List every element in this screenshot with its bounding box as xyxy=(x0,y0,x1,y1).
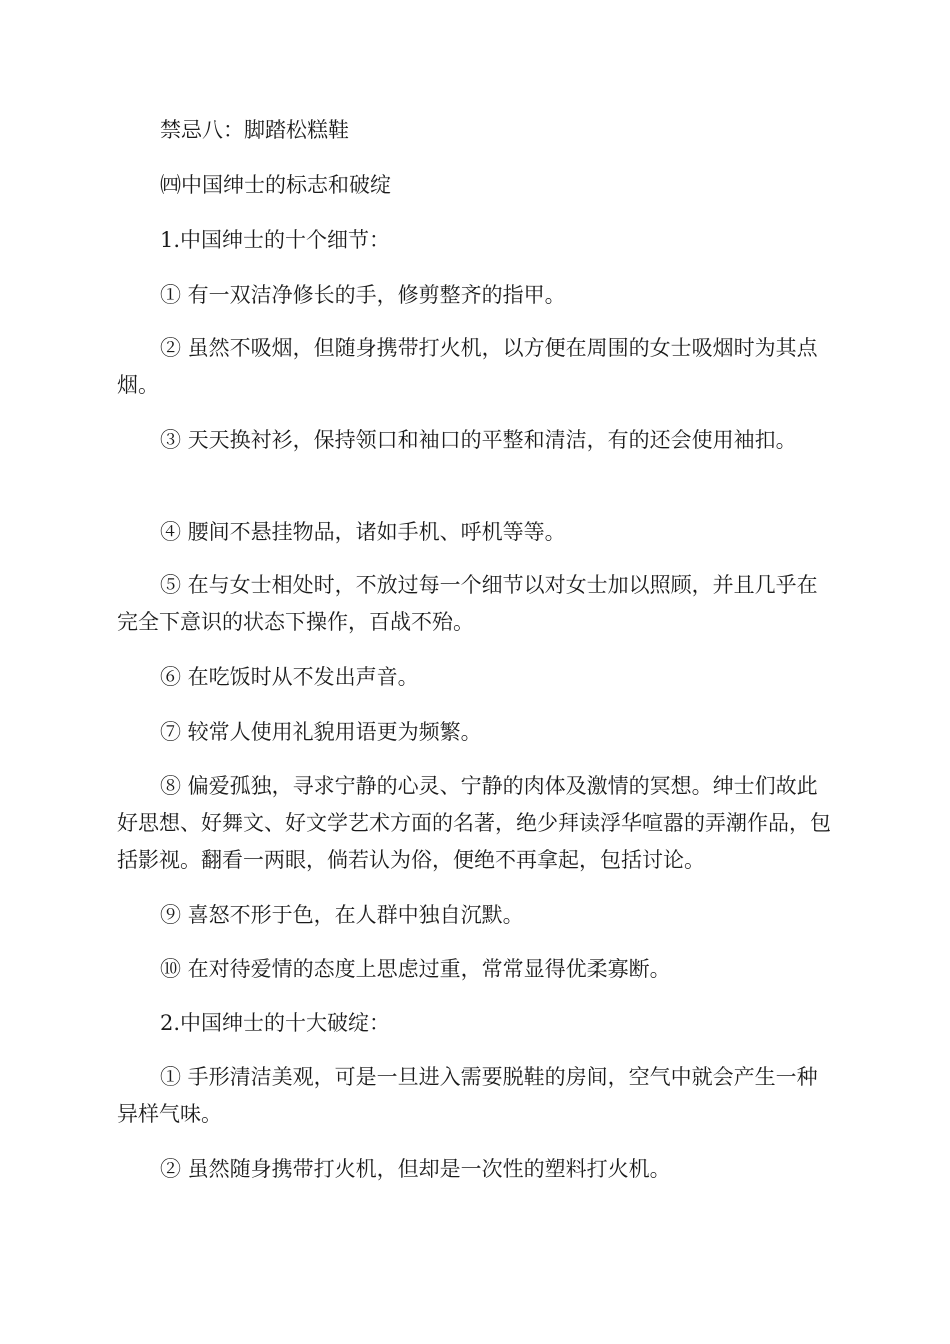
detail-item-6: ⑥ 在吃饭时从不发出声音。 xyxy=(160,665,419,689)
flaw-item-1: ① 手形清洁美观，可是一旦进入需要脱鞋的房间，空气中就会产生一种异样气味。 xyxy=(117,1065,818,1126)
flaw-item-2: ② 虽然随身携带打火机，但却是一次性的塑料打火机。 xyxy=(160,1157,671,1181)
taboo-eight-line: 禁忌八：脚踏松糕鞋 xyxy=(160,118,349,142)
detail-item-8: ⑧ 偏爱孤独，寻求宁静的心灵、宁静的肉体及激情的冥想。绅士们故此好思想、好舞文、好文学艺术方面的名著，绝少拜读浮华喧嚣的弄潮作品，包括影视。翻看一两眼，倘若认为俗，便绝不再拿起，包括讨论。 xyxy=(117,774,831,872)
detail-item-4: ④ 腰间不悬挂物品，诸如手机、呼机等等。 xyxy=(160,520,566,544)
detail-item-3: ③ 天天换衬衫，保持领口和袖口的平整和清洁，有的还会使用袖扣。 xyxy=(160,428,797,452)
detail-item-2: ② 虽然不吸烟，但随身携带打火机，以方便在周围的女士吸烟时为其点烟。 xyxy=(117,336,818,397)
detail-item-1: ① 有一双洁净修长的手，修剪整齐的指甲。 xyxy=(160,283,566,307)
detail-item-9: ⑨ 喜怒不形于色，在人群中独自沉默。 xyxy=(160,903,524,927)
detail-item-7: ⑦ 较常人使用礼貌用语更为频繁。 xyxy=(160,720,482,744)
subheading-ten-details: 1.中国绅士的十个细节： xyxy=(160,228,391,252)
detail-item-10: ⑩ 在对待爱情的态度上思虑过重，常常显得优柔寡断。 xyxy=(160,957,671,981)
detail-item-5: ⑤ 在与女士相处时，不放过每一个细节以对女士加以照顾，并且几乎在完全下意识的状态下操作，百战不殆。 xyxy=(117,573,818,634)
subheading-ten-flaws: 2.中国绅士的十大破绽： xyxy=(160,1011,391,1035)
section-heading-gentleman-marks: ㈣中国绅士的标志和破绽 xyxy=(160,173,391,197)
